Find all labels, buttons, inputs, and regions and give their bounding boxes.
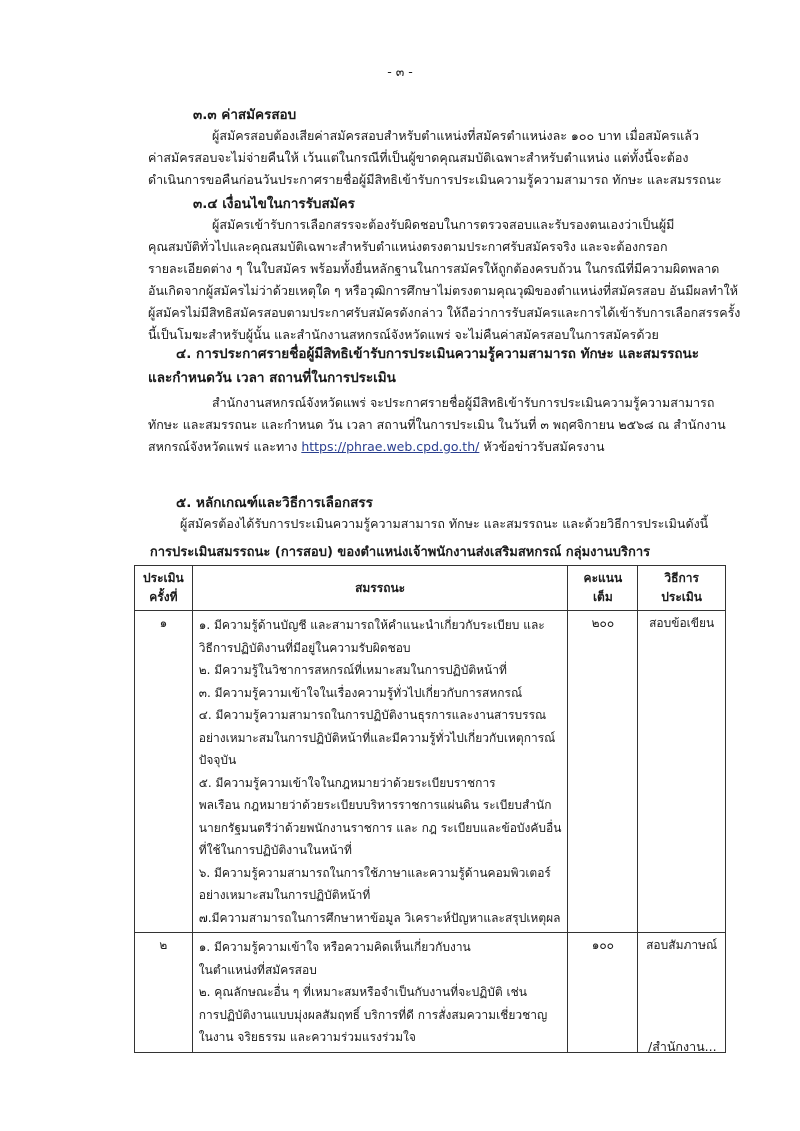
criteria-line: ๗.มีความสามารถในการศึกษาหาข้อมูล วิเคราะห์ปัญหาและสรุปเหตุผล [198,910,561,925]
section-3-4-line: ผู้สมัครเข้ารับการเลือกสรรจะต้องรับผิดชอบในการตรวจสอบและรับรองตนเองว่าเป็นผู้มี [212,217,675,232]
criteria-line: วิธีการปฏิบัติงานที่มีอยู่ในความรับผิดชอบ [198,640,411,655]
criteria-line: อย่างเหมาะสมในการปฏิบัติหน้าที่ [198,888,371,902]
header-method-line: ประเมิน [661,590,703,604]
section-3-3-heading: ๓.๓ ค่าสมัครสอบ [193,107,297,123]
criteria-cell [192,933,568,1053]
website-link[interactable]: https://phrae.web.cpd.go.th/ [301,439,480,454]
criteria-line: ๔. มีความรู้ความสามารถในการปฏิบัติงานธุรการและงานสารบรรณ [198,708,547,722]
criteria-line: ในตำแหน่งที่สมัครสอบ [198,962,317,977]
section-3-4-heading: ๓.๔ เงื่อนไขในการรับสมัคร [193,196,355,212]
header-round [135,566,193,611]
section-4-line: สำนักงานสหกรณ์จังหวัดแพร่ จะประกาศรายชื่อผู้มีสิทธิเข้ารับการประเมินความรู้ความสามารถ [212,395,715,410]
table-title: การประเมินสมรรถนะ (การสอบ) ของตำแหน่งเจ้าพนักงานส่งเสริมสหกรณ์ กลุ่มงานบริการ [149,545,651,560]
criteria-line: นายกรัฐมนตรีว่าด้วยพนักงานราชการ และ กฎ ระเบียบและข้อบังคับอื่น [198,820,562,835]
section-5-intro [180,513,740,535]
criteria-line: ๑. มีความรู้ด้านบัญชี และสามารถให้คำแนะนำเกี่ยวกับระเบียบ และ [198,618,545,632]
criteria-line: ที่ใช้ในการปฏิบัติงานในหน้าที่ [198,843,352,857]
criteria-line: ๖. มีความรู้ความสามารถในการใช้ภาษาและความรู้ด้านคอมพิวเตอร์ [198,865,551,880]
page-number: - ๓ - [387,64,413,79]
header-method-line: วิธีการ [664,571,699,585]
score-cell: ๑๐๐ [568,933,638,1053]
header-score-line: เต็ม [592,590,613,604]
table-row [135,611,726,933]
section-4-line [148,436,718,458]
section-3-4-line: อันเกิดจากผู้สมัครไม่ว่าด้วยเหตุใด ๆ หรือวุฒิการศึกษาไม่ตรงตามคุณวุฒิของตำแหน่งที่สมัครสอบ อันมีผลทำให้ [148,283,739,298]
section-3-4-line: นี้เป็นโมฆะสำหรับผู้นั้น และสำนักงานสหกรณ์จังหวัดแพร่ จะไม่คืนค่าสมัครสอบในการสมัครด้วย [148,327,659,342]
table-row [135,933,726,1053]
section-4-heading-cont: และกำหนดวัน เวลา สถานที่ในการประเมิน [148,370,396,386]
score-cell: ๒๐๐ [568,611,638,933]
criteria-line: อย่างเหมาะสมในการปฏิบัติหน้าที่และมีความรู้ทั่วไปเกี่ยวกับเหตุการณ์ [198,730,556,745]
header-score-line: คะแนน [583,571,623,585]
header-score [568,566,638,611]
section-4-line-suffix: หัวข้อข่าวรับสมัครงาน [479,439,605,454]
section-3-4-body [148,214,741,346]
section-4-heading: ๔. การประกาศรายชื่อผู้มีสิทธิเข้ารับการประเมินความรู้ความสามารถ ทักษะ และสมรรถนะ [176,346,700,362]
header-competency: สมรรถนะ [192,566,568,611]
assessment-table [134,565,726,1053]
criteria-line: พลเรือน กฎหมายว่าด้วยระเบียบบริหารราชการแผ่นดิน ระเบียบสำนัก [198,798,552,812]
criteria-line: ปัจจุบัน [198,753,237,767]
section-3-4-line: ผู้สมัครไม่มีสิทธิสมัครสอบตามประกาศรับสมัครดังกล่าว ให้ถือว่าการรับสมัครและการได้เข้ารับการเลือกสรรครั้ง [148,305,741,320]
criteria-line: ๓. มีความรู้ความเข้าใจในเรื่องความรู้ทั่วไปเกี่ยวกับการสหกรณ์ [198,685,523,700]
round-cell: ๑ [135,611,193,933]
section-3-4-line: คุณสมบัติทั่วไปและคุณสมบัติเฉพาะสำหรับตำแหน่งตรงตามประกาศรับสมัครจริง และจะต้องกรอก [148,239,668,254]
section-3-4-line: รายละเอียดต่าง ๆ ในใบสมัคร พร้อมทั้งยื่นหลักฐานในการสมัครให้ถูกต้องครบถ้วน ในกรณีที่มีความผิดพลาด [148,261,720,276]
header-method [638,566,726,611]
section-5-intro-text: ผู้สมัครต้องได้รับการประเมินความรู้ความสามารถ ทักษะ และสมรรถนะ และด้วยวิธีการประเมินดังนี้ [180,516,709,531]
criteria-line: ๒. คุณลักษณะอื่น ๆ ที่เหมาะสมหรือจำเป็นกับงานที่จะปฏิบัติ เช่น [198,985,527,999]
section-4-line: ทักษะ และสมรรถนะ และกำหนด วัน เวลา สถานที่ในการประเมิน ในวันที่ ๓ พฤศจิกายน ๒๕๖๘ ณ สำนักงาน [148,417,726,432]
section-3-3-body [148,125,722,191]
criteria-line: ๕. มีความรู้ความเข้าใจในกฎหมายว่าด้วยระเบียบราชการ [198,775,496,790]
criteria-line: การปฏิบัติงานแบบมุ่งผลสัมฤทธิ์ บริการที่ดี การสั่งสมความเชี่ยวชาญ [198,1007,548,1022]
section-3-3-line: ค่าสมัครสอบจะไม่จ่ายคืนให้ เว้นแต่ในกรณีที่เป็นผู้ขาดคุณสมบัติเฉพาะสำหรับตำแหน่ง แต่ทั้งนี้จะต้อง [148,150,689,165]
method-cell: สอบข้อเขียน [638,611,726,933]
section-4-line-prefix: สหกรณ์จังหวัดแพร่ และทาง [148,439,302,454]
header-round-line: ครั้งที่ [149,590,178,604]
table-header-row [135,566,726,611]
round-cell: ๒ [135,933,193,1053]
criteria-line: ๒. มีความรู้ในวิชาการสหกรณ์ที่เหมาะสมในการปฏิบัติหน้าที่ [198,663,507,677]
section-3-3-line: ดำเนินการขอคืนก่อนวันประกาศรายชื่อผู้มีสิทธิเข้ารับการประเมินความรู้ความสามารถ ทักษะ และสมรรถนะ [148,172,722,187]
method-cell: สอบสัมภาษณ์ [638,933,726,1053]
criteria-line: ในงาน จริยธรรม และความร่วมแรงร่วมใจ [198,1030,416,1044]
section-5-heading: ๕. หลักเกณฑ์และวิธีการเลือกสรร [176,495,373,511]
section-4-body [148,392,726,458]
continuation-footer: /สำนักงาน... [648,1039,717,1054]
header-round-line: ประเมิน [143,571,184,585]
section-3-3-line: ผู้สมัครสอบต้องเสียค่าสมัครสอบสำหรับตำแหน่งที่สมัครตำแหน่งละ ๑๐๐ บาท เมื่อสมัครแล้ว [212,128,699,143]
criteria-line: ๑. มีความรู้ความเข้าใจ หรือความคิดเห็นเกี่ยวกับงาน [198,940,471,954]
criteria-cell [192,611,568,933]
